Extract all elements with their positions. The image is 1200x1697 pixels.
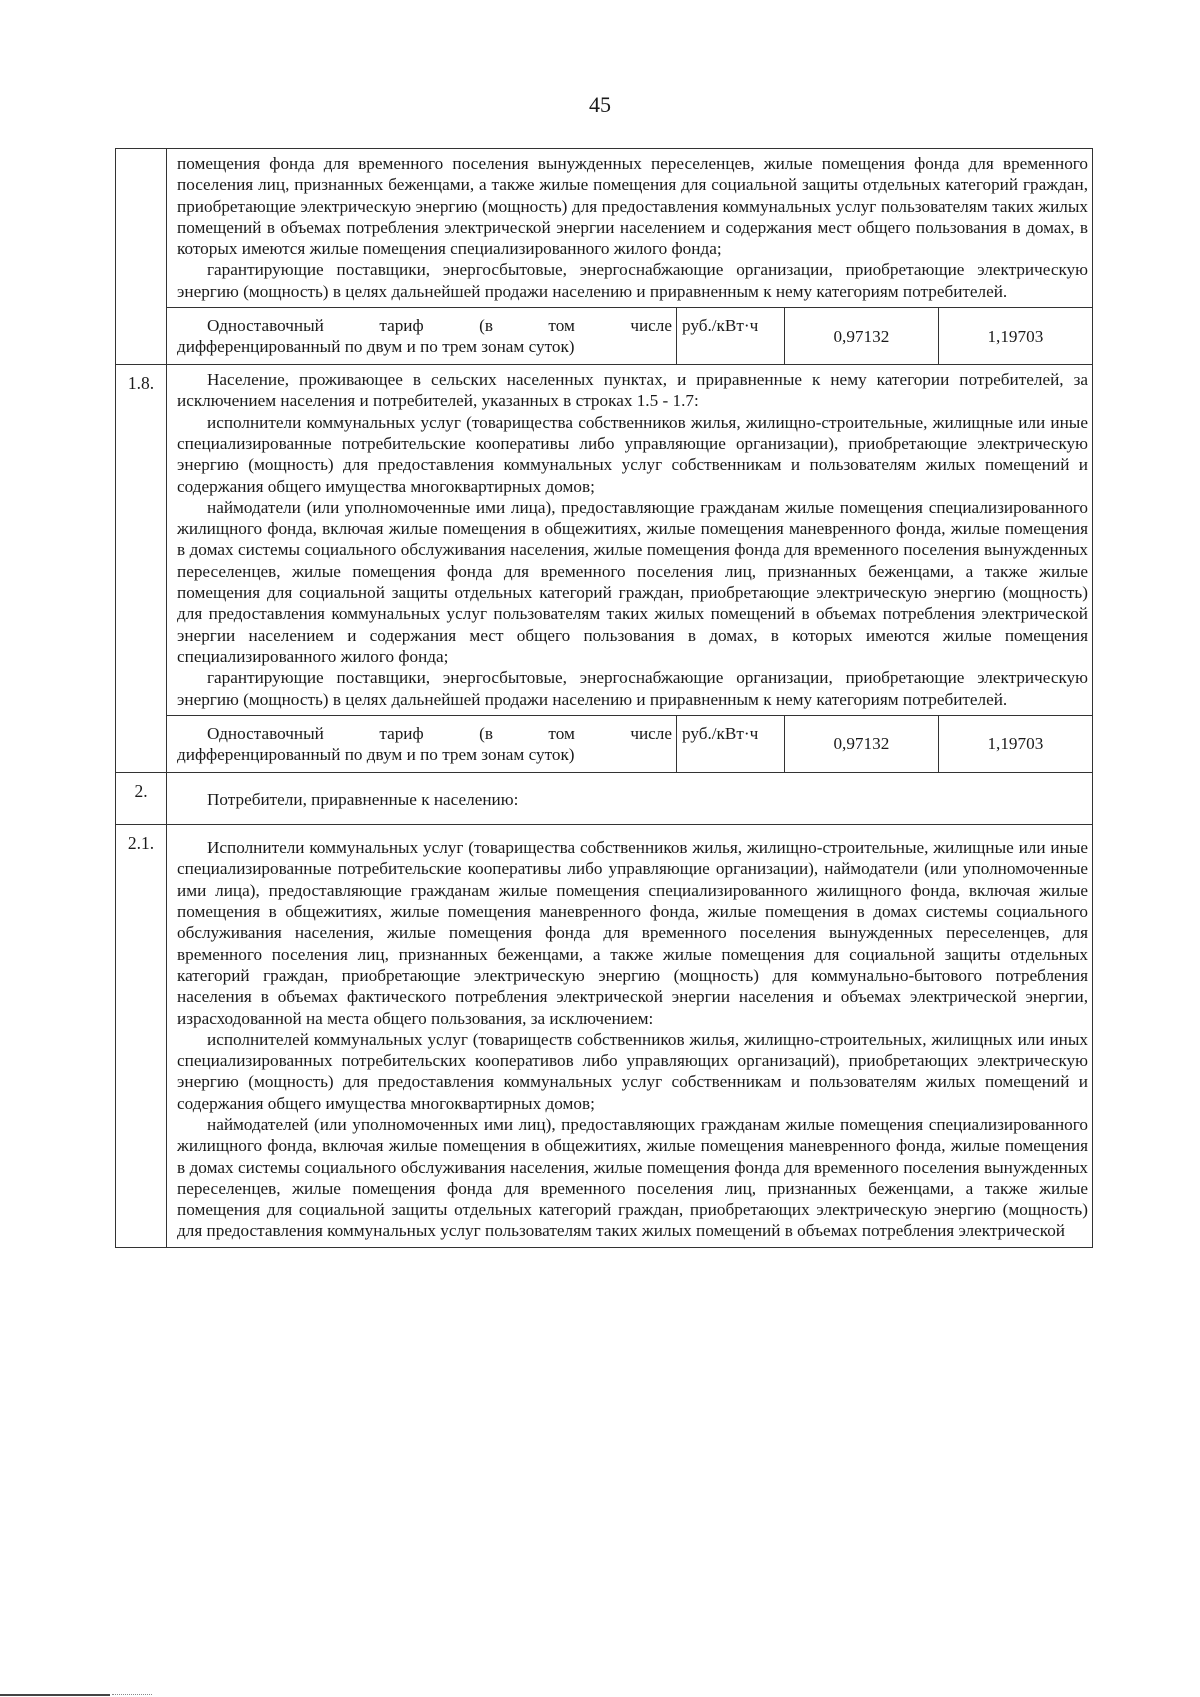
tariff-word: том [548,723,575,743]
tariff-word: том [548,316,575,336]
tariff-unit: руб./кВт·ч [677,308,785,365]
row-body [167,149,1093,365]
row-body [167,825,1093,1248]
tariff-word: Одноставочный [207,723,324,743]
tariff-word: числе [630,723,672,743]
paragraph: Население, проживающее в сельских населенных пунктах, и приравненные к нему категории потребителей, за исключением населения и потребителей, указанных в строках 1.5 - 1.7: [177,370,1088,411]
tariff-word: тариф [379,723,424,743]
paragraph: Потребители, приравненные к населению: [207,789,519,809]
table-row [116,825,1093,1248]
tariff-value-first-half: 0,97132 [785,715,939,772]
tariff-word: Одноставочный [207,316,324,336]
row-number: 1.8. [116,365,167,773]
tariff-subtable [167,715,1092,772]
table-row [116,149,1093,365]
row-text [167,149,1092,307]
tariff-label-line2: дифференцированный по двум и по трем зонам суток) [177,744,575,764]
paragraph: Исполнители коммунальных услуг (товарищества собственников жилья, жилищно-строительные, жилищные или иные специализированные потребительские кооперативы либо управляющие организации), наймодатели (или уполномоченные ими лица), предоставляющие гражданам жилые помещения специализированного жилищного фонда, включая жилые помещения в общежитиях, жилые помещения маневренного фонда, жилые помещения в домах системы социального обслуживания населения, жилые помещения фонда для временного поселения вынужденных переселенцев, для временного поселения лиц, признанных беженцами, а также жилые помещения для социальной защиты отдельных категорий граждан, приобретающие электрическую энергию (мощность) для коммунально-бытового потребления населения в объемах фактического потребления электрической энергии населения и объемах электрической энергии, израсходованной на места общего пользования, за исключением: [177,838,1088,1028]
tariff-value-second-half: 1,19703 [938,715,1092,772]
row-body [167,772,1093,824]
tariff-value-first-half: 0,97132 [785,308,939,365]
tariff-word: (в [479,316,493,336]
page-number: 45 [589,92,611,117]
row-number: 2.1. [116,825,167,1248]
tariff-unit: руб./кВт·ч [677,715,785,772]
tariff-word: тариф [379,316,424,336]
paragraph: исполнителей коммунальных услуг (товариществ собственников жилья, жилищно-строительных, жилищных или иных специализированных потребительских кооперативов либо управляющих организаций), приобретающих электрическую энергию (мощность) для предоставления коммунальных услуг собственникам и пользователям жилых помещений и содержания общего имущества многоквартирных домов; [177,1029,1088,1113]
paragraph: гарантирующие поставщики, энергосбытовые, энергоснабжающие организации, приобретающие электрическую энергию (мощность) в целях дальнейшей продажи населению и приравненным к нему категориям потребителей. [177,260,1088,301]
row-text [167,825,1092,1247]
table-row [116,365,1093,773]
tariff-label [167,715,677,772]
scan-artifact-dots [112,1694,152,1696]
row-number: 2. [116,772,167,824]
row-body [167,365,1093,773]
row-text [167,365,1092,715]
paragraph: наймодателей (или уполномоченных ими лиц), предоставляющих гражданам жилые помещения специализированного жилищного фонда, включая жилые помещения в общежитиях, жилые помещения маневренного фонда, жилые помещения в домах системы социального обслуживания населения, жилые помещения фонда для временного поселения вынужденных переселенцев, жилые помещения фонда для временного поселения лиц, признанных беженцами, а также жилые помещения для социальной защиты отдельных категорий граждан, приобретающих электрическую энергию (мощность) для предоставления коммунальных услуг пользователям таких жилых помещений в объемах потребления электрической [177,1114,1088,1241]
tariff-word: числе [630,316,672,336]
tariff-label [167,308,677,365]
scan-artifact-line [0,1694,110,1696]
paragraph: исполнители коммунальных услуг (товарищества собственников жилья, жилищно-строительные, жилищные или иные специализированные потребительские кооперативы либо управляющие организации), приобретающие электрическую энергию (мощность) для предоставления коммунальных услуг собственникам и пользователям жилых помещений и содержания общего имущества многоквартирных домов; [177,412,1088,496]
paragraph: помещения фонда для временного поселения вынужденных переселенцев, жилые помещения фонда для временного поселения лиц, признанных беженцами, а также жилые помещения для социальной защиты отдельных категорий граждан, приобретающие электрическую энергию (мощность) для предоставления коммунальных услуг пользователям таких жилых помещений в объемах потребления электрической энергии населением и содержания мест общего пользования в домах, в которых имеются жилые помещения специализированного жилого фонда; [177,154,1088,259]
paragraph: наймодатели (или уполномоченные ими лица), предоставляющие гражданам жилые помещения специализированного жилищного фонда, включая жилые помещения в общежитиях, жилые помещения маневренного фонда, жилые помещения в домах системы социального обслуживания населения, жилые помещения фонда для временного поселения вынужденных переселенцев, жилые помещения фонда для временного поселения лиц, признанных беженцами, а также жилые помещения для социальной защиты отдельных категорий граждан, приобретающие электрическую энергию (мощность) для предоставления коммунальных услуг пользователям таких жилых помещений в объемах потребления электрической энергии населением и содержания мест общего пользования в домах, в которых имеются жилые помещения специализированного жилого фонда; [177,497,1088,666]
row-text [167,773,1092,824]
tariff-value-second-half: 1,19703 [938,308,1092,365]
tariff-label-line2: дифференцированный по двум и по трем зонам суток) [177,337,575,357]
tariff-subtable [167,307,1092,364]
paragraph: гарантирующие поставщики, энергосбытовые, энергоснабжающие организации, приобретающие электрическую энергию (мощность) в целях дальнейшей продажи населению и приравненным к нему категориям потребителей. [177,668,1088,709]
tariff-word: (в [479,723,493,743]
table-row [116,772,1093,824]
tariff-table [115,148,1093,1248]
row-number [116,149,167,365]
